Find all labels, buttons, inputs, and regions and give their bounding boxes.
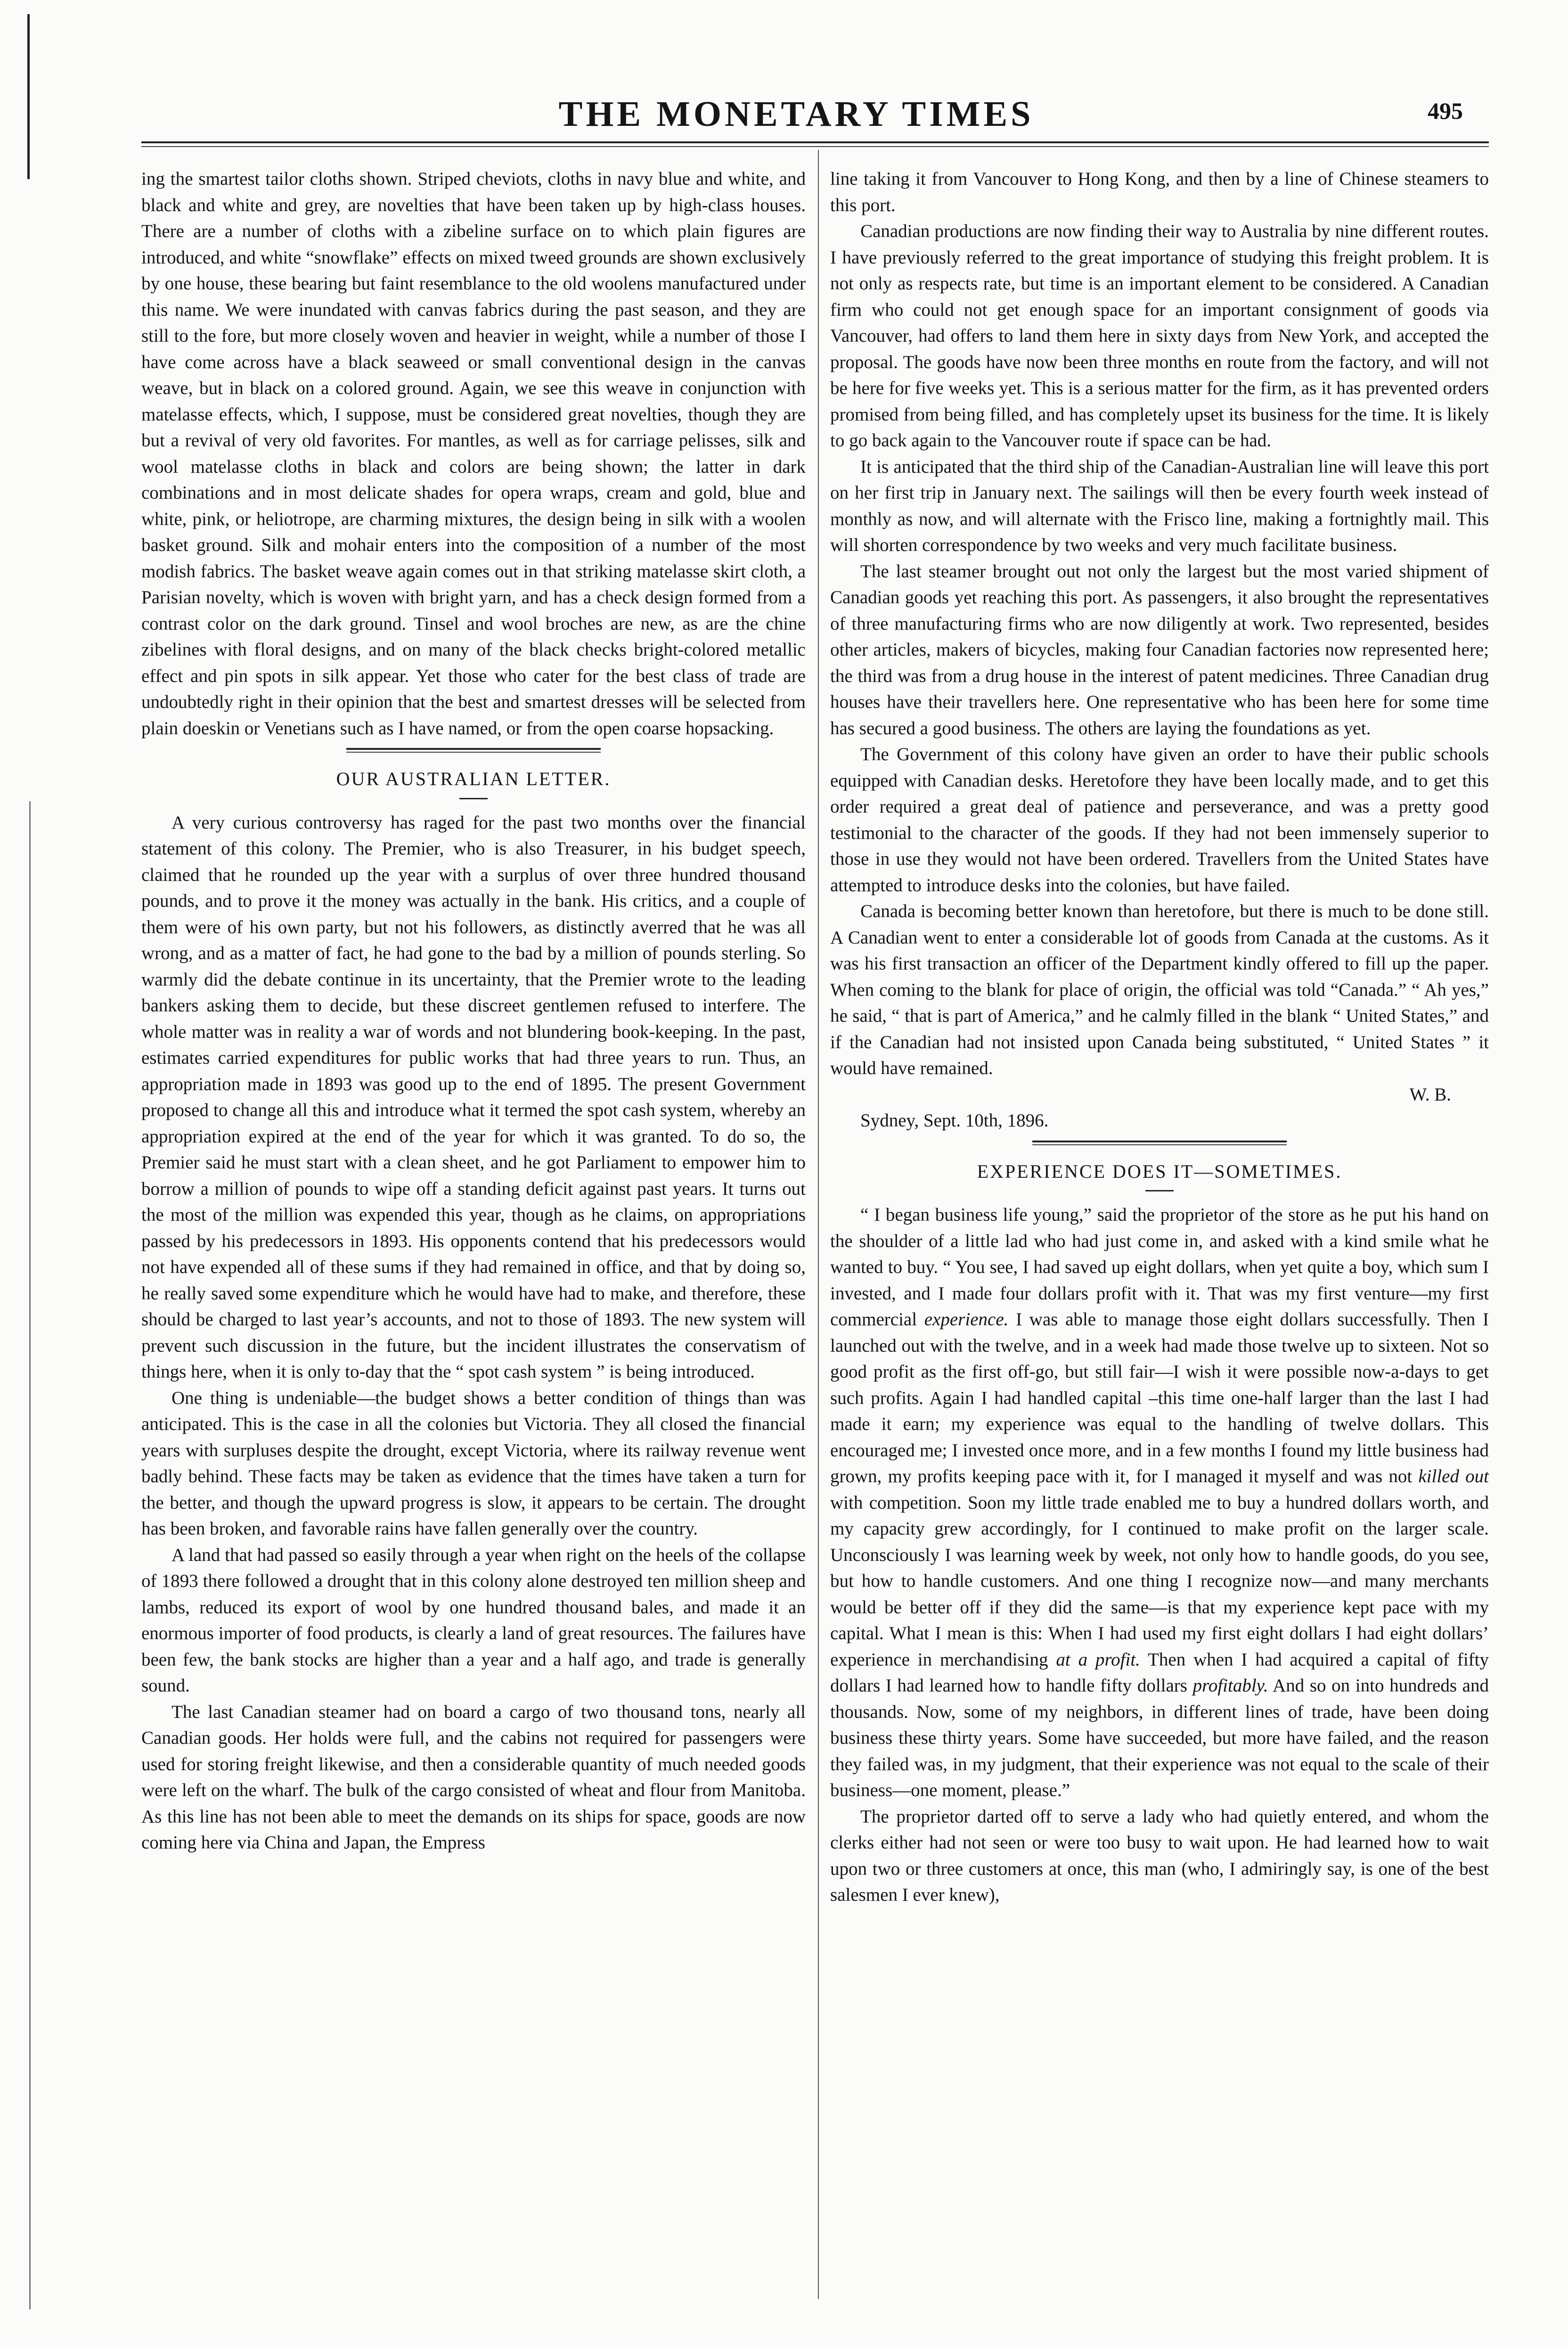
italic-text: killed out — [1418, 1466, 1489, 1486]
italic-text: experience. — [924, 1309, 1009, 1330]
article-paragraph — [830, 1202, 1489, 1804]
column-divider — [818, 150, 819, 2299]
section-separator — [346, 748, 601, 753]
author-signature: W. B. — [1409, 1084, 1451, 1105]
header-rule — [141, 146, 1489, 147]
heading-rule — [1145, 1190, 1174, 1191]
article-heading: OUR AUSTRALIAN LETTER. — [336, 768, 611, 789]
italic-text: profitably. — [1192, 1675, 1268, 1696]
article-paragraph: Canada is becoming better known than heretofore, but there is much to be done still. A Canadian went to enter a considerable lot of goods from Canada at the customs. As it was his first transaction an officer of the Department kindly offered to fill up the paper. When coming to the blank for place of origin, the official was told “Canada.” “ Ah yes,” he said, “ that is part of America,” and he calmly filled in the blank “ United States,” and if the Canadian had not insisted upon Canada being substituted, “ United States ” it would have remained. — [830, 901, 1489, 1078]
text-run: And so on into hundreds and thousands. Now, some of my neighbors, in different lines of trade, have been doing business these thirty years. Some have succeeded, but more have failed, and the reason they failed was, in my judgment, that their experience was not equal to the scale of their business—one moment, please.” — [830, 1675, 1489, 1800]
article-paragraph: ing the smartest tailor cloths shown. Striped cheviots, cloths in navy blue and white, and black and white and grey, are novelties that have been taken up by high-class houses. There are a number of cloths with a zibeline surface on to which plain figures are introduced, and white “snowflake” effects on mixed tweed grounds are shown exclusively by one house, these bearing but faint resemblance to the old woolens manufactured under this name. We were inundated with canvas fabrics during the past season, and they are still to the fore, but more closely woven and heavier in weight, while a number of those I have come across have a black seaweed or small conventional design in the canvas weave, but in black on a colored ground. Again, we see this weave in conjunction with matelasse effects, which, I suppose, must be considered great novelties, though they are but a revival of very old favorites. For mantles, as well as for carriage pelisses, silk and wool matelasse cloths in black and colors are being shown; the latter in dark combinations and in most delicate shades for opera wraps, cream and gold, blue and white, pink, or heliotrope, are charming mixtures, the design being in silk with a woolen basket ground. Silk and mohair enters into the composition of a number of the most modish fabrics. The basket weave again comes out in that striking matelasse skirt cloth, a Parisian novelty, which is woven with bright yarn, and has a check design formed from a contrast color on the dark ground. Tinsel and wool broches are new, as are the chine zibelines with floral designs, and on many of the black checks bright-colored metallic effect and pin spots in silk appear. Yet those who cater for the best class of trade are undoubtedly right in their opinion that the best and smartest dresses will be selected from plain doeskin or Venetians such as I have named, or from the open coarse hopsacking. — [141, 169, 806, 739]
article-dateline: Sydney, Sept. 10th, 1896. — [860, 1110, 1049, 1131]
text-run: “ I began business life young,” said the proprietor of the store as he put his hand on the shoulder of a little lad who had just come in, and asked with a kind smile what he wanted to buy. “ You see, I had saved up eight dollars, when yet quite a boy, which sum I invested, and I made four dollars profit with it. That was my first venture—my first commercial — [830, 1205, 1489, 1330]
left-column — [141, 166, 806, 1856]
publication-title: THE MONETARY TIMES — [558, 94, 1034, 134]
text-run: with competition. Soon my little trade enabled me to buy a hundred dollars worth, and my capacity grew accordingly, for I continued to make profit on the larger scale. Unconsciously I was learning week by week, not only how to handle goods, do you see, but how to handle customers. And one thing I recognize now—and many merchants would be better off if they did the same—is that my experience kept pace with my capital. What I mean is this: When I had used my first eight dollars I had eight dollars’ experience in merchandising — [830, 1492, 1489, 1670]
scan-edge-line — [29, 801, 31, 2309]
article-paragraph: The Government of this colony have given an order to have their public schools equipped with Canadian desks. Heretofore they have been locally made, and to get this order required a great deal of patience and perseverance, and was a pretty good testimonial to the character of the goods. If they had not been immensely superior to those in use they would not have been ordered. Travellers from the United States have attempted to introduce desks into the colonies, but have failed. — [830, 744, 1489, 895]
text-run: I was able to manage those eight dollars successfully. Then I launched out with the twelve, and in a week had made those twelve up to sixteen. Not so good profit as the first off-go, but still fair—I wish it were possible now-a-days to get such profits. Again I had handled capital –this time one-half larger than the last I had made it earn; my experience was equal to the handling of twelve dollars. This encouraged me; I invested once more, and in a few months I found my little business had grown, my profits keeping pace with it, for I managed it myself and was not — [830, 1309, 1489, 1486]
article-paragraph: The last Canadian steamer had on board a cargo of two thousand tons, nearly all Canadian goods. Her holds were full, and the cabins not required for passengers were used for storing freight likewise, and then a considerable quantity of much needed goods were left on the wharf. The bulk of the cargo consisted of wheat and flour from Manitoba. As this line has not been able to meet the demands on its ships for space, goods are now coming here via China and Japan, the Empress — [141, 1701, 806, 1853]
article-paragraph: It is anticipated that the third ship of the Canadian-Australian line will leave this port on her first trip in January next. The sailings will then be every fourth week instead of monthly as now, and will alternate with the Frisco line, making a fortnightly mail. This will shorten correspondence by two weeks and very much facilitate business. — [830, 456, 1489, 555]
right-column — [830, 166, 1489, 1908]
article-heading: EXPERIENCE DOES IT—SOMETIMES. — [977, 1160, 1342, 1182]
article-paragraph: A land that had passed so easily through a year when right on the heels of the collapse of 1893 there followed a drought that in this colony alone destroyed ten million sheep and lambs, reduced its export of wool by one hundred thousand bales, and made it an enormous importer of food products, is clearly a land of great resources. The failures have been few, the bank stocks are higher than a year and a half ago, and trade is generally sound. — [141, 1544, 806, 1696]
heading-rule — [459, 798, 488, 799]
italic-text: at a profit. — [1056, 1649, 1140, 1670]
page-number: 495 — [1428, 98, 1463, 124]
article-paragraph: The proprietor darted off to serve a lady who had quietly entered, and whom the clerks either had not seen or were too busy to wait upon. He had learned how to wait upon two or three customers at once, this man (who, I admiringly say, is one of the best salesmen I ever knew), — [830, 1806, 1489, 1905]
article-paragraph: line taking it from Vancouver to Hong Kong, and then by a line of Chinese steamers to this port. — [830, 169, 1489, 215]
scan-edge-line — [27, 14, 30, 179]
text-run: Then when I had acquired a capital of fifty dollars I had learned how to handle fifty dollars — [830, 1649, 1489, 1696]
article-paragraph: A very curious controversy has raged for the past two months over the financial statement of this colony. The Premier, who is also Treasurer, in his budget speech, claimed that he rounded up the year with a surplus of over three hundred thousand pounds, and to prove it the money was actually in the bank. His critics, and a couple of them were of his own party, but not his followers, as distinctly averred that he was all wrong, and as a matter of fact, he had gone to the bad by a million of pounds sterling. So warmly did the debate continue in its uncertainty, that the Premier wrote to the leading bankers asking them to decide, but these discreet gentlemen refused to interfere. The whole matter was in reality a war of words and not blundering book-keeping. In the past, estimates carried expenditures for public works that had three years to run. Thus, an appropriation made in 1893 was good up to the end of 1895. The present Government proposed to change all this and introduce what it termed the spot cash system, whereby an appropriation expired at the end of the year for which it was granted. To do so, the Premier said he must start with a clean sheet, and he got Parliament to empower him to borrow a million of pounds to wipe off a standing deficit against past years. It turns out the most of the million was expended this year, though as he claims, on appropriations passed by his predecessors in 1893. His opponents contend that his predecessors would not have expended all of these sums if they had remained in office, and that by doing so, he really saved some expenditure which he would have had to make, and therefore, these should be charged to last year’s accounts, and not to those of 1893. The new system will prevent such discussion in the future, but the incident illustrates the conservatism of things here, when it is only to-day that the “ spot cash system ” is being introduced. — [141, 812, 806, 1382]
article-paragraph: One thing is undeniable—the budget shows a better condition of things than was anticipated. This is the case in all the colonies but Victoria. They all closed the financial years with surpluses despite the drought, except Victoria, where its railway revenue went badly behind. These facts may be taken as evidence that the times have taken a turn for the better, and though the upward progress is slow, it appears to be certain. The drought has been broken, and favorable rains have fallen generally over the country. — [141, 1387, 806, 1539]
article-paragraph: Canadian productions are now finding their way to Australia by nine different routes. I have previously referred to the great importance of studying this freight problem. It is not only as respects rate, but time is an important element to be considered. A Canadian firm who could not get enough space for an important consignment of goods via Vancouver, had offers to land them here in sixty days from New York, and accepted the proposal. The goods have now been three months en route from the factory, and will not be here for five weeks yet. This is a serious matter for the firm, as it has prevented orders promised from being filled, and has completely upset its business for the time. It is likely to go back again to the Vancouver route if space can be had. — [830, 221, 1489, 451]
article-paragraph: The last steamer brought out not only the largest but the most varied shipment of Canadian goods yet reaching this port. As passengers, it also brought the representatives of three manufacturing firms who are now diligently at work. Two represented, besides other articles, makers of bicycles, making four Canadian factories now represented here; the third was from a drug house in the interest of patent medicines. Three Canadian drug houses have their travellers here. One representative who has been here for some time has secured a good business. The others are laying the foundations as yet. — [830, 561, 1489, 739]
section-separator — [1032, 1141, 1287, 1145]
header-rule — [141, 141, 1489, 143]
